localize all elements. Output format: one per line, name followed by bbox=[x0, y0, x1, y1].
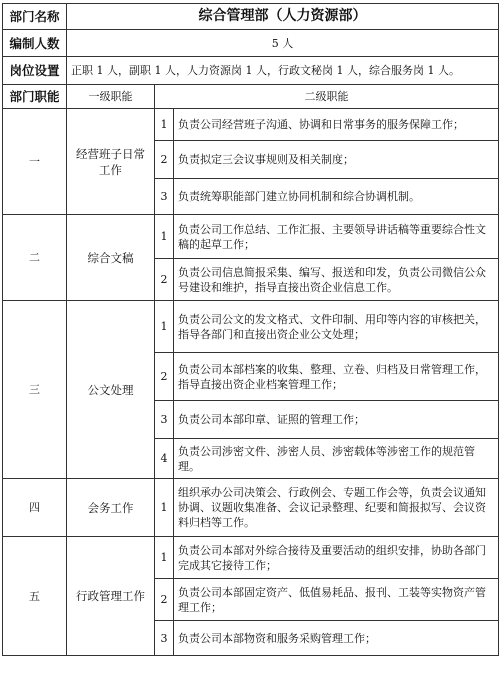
row-positions bbox=[3, 57, 499, 85]
task-number: 1 bbox=[155, 537, 174, 579]
group-index: 三 bbox=[3, 301, 67, 479]
group-index: 二 bbox=[3, 215, 67, 301]
task-text: 组织承办公司决策会、行政例会、专题工作会等，负责会议通知协调、议题收集准备、会议记录整理、纪要和简报拟写、会议资料归档等工作。 bbox=[174, 479, 499, 537]
positions-value: 正职 1 人，副职 1 人，人力资源岗 1 人，行政文秘岗 1 人，综合服务岗 1 人。 bbox=[67, 57, 499, 85]
task-row bbox=[3, 301, 499, 353]
staff-count-label: 编制人数 bbox=[3, 30, 67, 57]
col-secondary-header: 二级职能 bbox=[155, 85, 499, 109]
task-number: 4 bbox=[155, 439, 174, 479]
row-func-header bbox=[3, 85, 499, 109]
task-text: 负责统筹职能部门建立协同机制和综合协调机制。 bbox=[174, 179, 499, 215]
group-index: 四 bbox=[3, 479, 67, 537]
task-number: 1 bbox=[155, 215, 174, 259]
task-number: 3 bbox=[155, 621, 174, 656]
col-primary-header: 一级职能 bbox=[67, 85, 155, 109]
dept-name-value: 综合管理部（人力资源部） bbox=[67, 4, 499, 30]
func-label: 部门职能 bbox=[3, 85, 67, 109]
row-staff-count bbox=[3, 30, 499, 57]
task-number: 1 bbox=[155, 109, 174, 141]
task-text: 负责公司本部印章、证照的管理工作； bbox=[174, 401, 499, 439]
group-primary-function: 行政管理工作 bbox=[67, 537, 155, 656]
task-text: 负责公司经营班子沟通、协调和日常事务的服务保障工作； bbox=[174, 109, 499, 141]
group-index: 五 bbox=[3, 537, 67, 656]
task-text: 负责公司涉密文件、涉密人员、涉密载体等涉密工作的规范管理。 bbox=[174, 439, 499, 479]
group-primary-function: 综合文稿 bbox=[67, 215, 155, 301]
task-number: 1 bbox=[155, 301, 174, 353]
group-primary-function: 会务工作 bbox=[67, 479, 155, 537]
task-number: 2 bbox=[155, 353, 174, 401]
task-text: 负责公司本部对外综合接待及重要活动的组织安排，协助各部门完成其它接待工作； bbox=[174, 537, 499, 579]
task-text: 负责公司工作总结、工作汇报、主要领导讲话稿等重要综合性文稿的起草工作； bbox=[174, 215, 499, 259]
positions-label: 岗位设置 bbox=[3, 57, 67, 85]
task-text: 负责公司信息简报采集、编写、报送和印发，负责公司微信公众号建设和维护，指导直接出资企业信息工作。 bbox=[174, 259, 499, 301]
task-text: 负责公司本部固定资产、低值易耗品、报刊、工装等实物资产管理工作； bbox=[174, 579, 499, 621]
staff-count-value: 5 人 bbox=[67, 30, 499, 57]
task-number: 1 bbox=[155, 479, 174, 537]
task-number: 3 bbox=[155, 179, 174, 215]
task-row bbox=[3, 537, 499, 579]
row-dept-name bbox=[3, 4, 499, 30]
group-primary-function: 经营班子日常工作 bbox=[67, 109, 155, 215]
dept-name-label: 部门名称 bbox=[3, 4, 67, 30]
group-primary-function: 公文处理 bbox=[67, 301, 155, 479]
task-number: 3 bbox=[155, 401, 174, 439]
task-text: 负责公司本部物资和服务采购管理工作； bbox=[174, 621, 499, 656]
task-text: 负责公司公文的发文格式、文件印制、用印等内容的审核把关，指导各部门和直接出资企业公文处理； bbox=[174, 301, 499, 353]
task-number: 2 bbox=[155, 141, 174, 179]
task-row bbox=[3, 215, 499, 259]
task-text: 负责公司本部档案的收集、整理、立卷、归档及日常管理工作，指导直接出资企业档案管理工作； bbox=[174, 353, 499, 401]
task-text: 负责拟定三会议事规则及相关制度； bbox=[174, 141, 499, 179]
department-duties-table bbox=[2, 3, 499, 656]
task-row bbox=[3, 109, 499, 141]
group-index: 一 bbox=[3, 109, 67, 215]
task-number: 2 bbox=[155, 579, 174, 621]
task-row bbox=[3, 479, 499, 537]
task-number: 2 bbox=[155, 259, 174, 301]
